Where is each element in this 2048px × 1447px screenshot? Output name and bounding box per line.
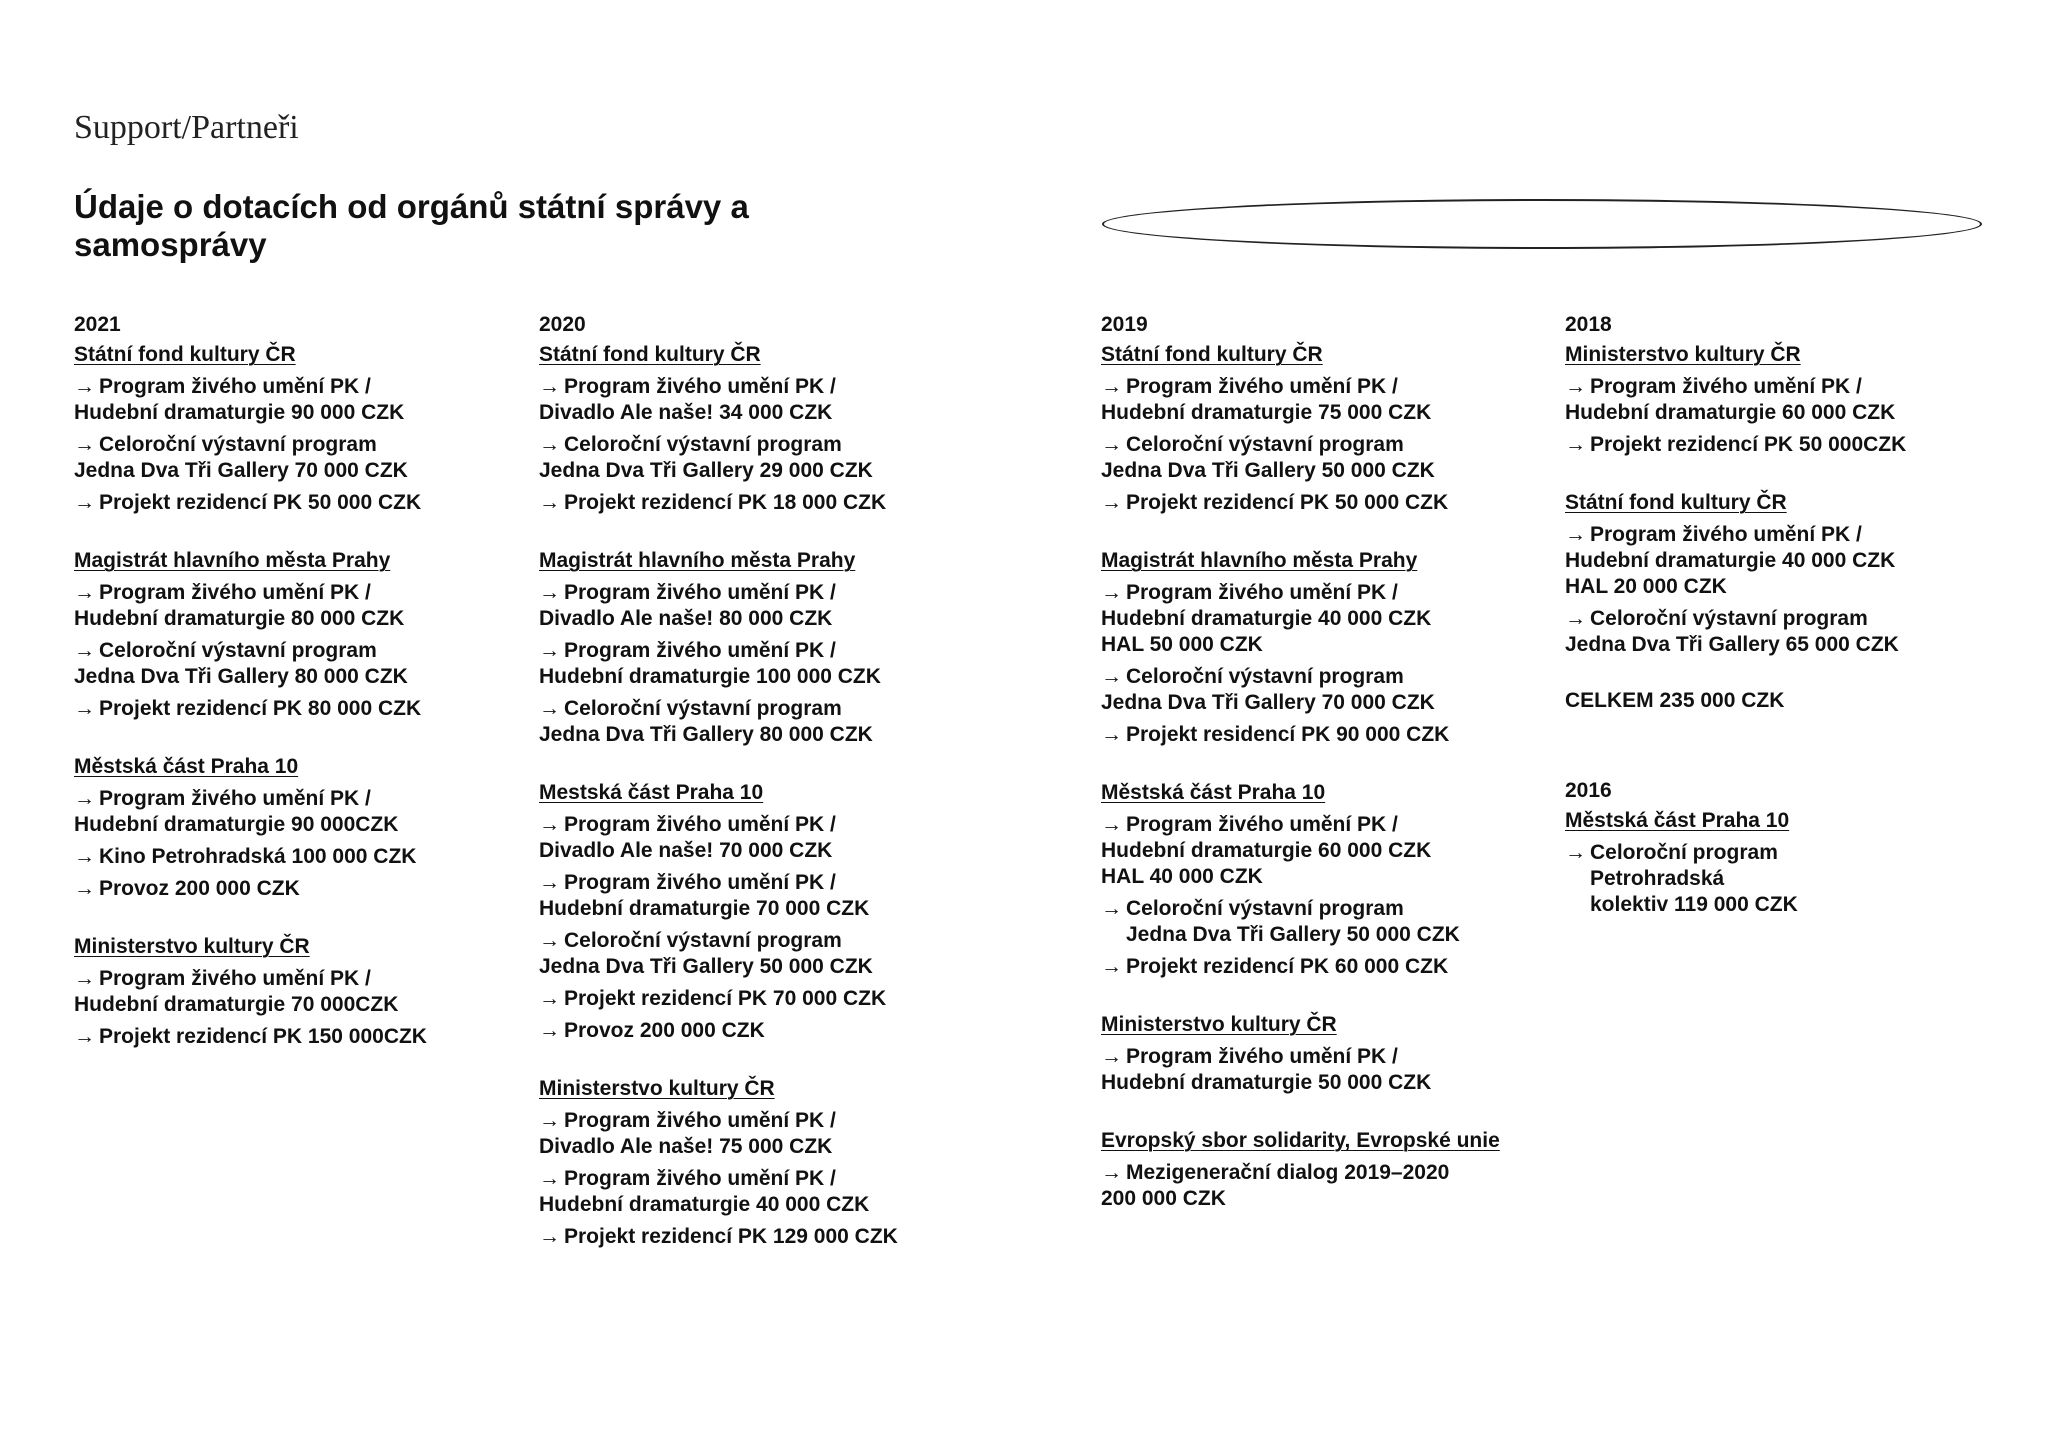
grant-line: Program živého umění PK /: [99, 967, 371, 990]
grant-item: [539, 638, 979, 690]
grant-line: Program živého umění PK /: [1126, 581, 1398, 604]
arrow-right-icon: →: [539, 929, 560, 952]
grant-item: [1101, 1044, 1541, 1096]
page-title: Údaje o dotacích od orgánů státní správy a samosprávy: [74, 188, 749, 263]
arrow-right-icon: →: [1101, 955, 1122, 978]
grant-line: HAL 20 000 CZK: [1565, 575, 1727, 598]
grant-line: Celoroční program: [1590, 841, 1778, 864]
arrow-right-icon: →: [1565, 523, 1586, 546]
grant-line: Program živého umění PK /: [99, 581, 371, 604]
year-heading: 2020: [539, 313, 586, 336]
arrow-right-icon: →: [539, 491, 560, 514]
funder-name: Městská část Praha 10: [74, 755, 299, 778]
grant-line: HAL 50 000 CZK: [1101, 633, 1263, 656]
grant-line: Projekt rezidencí PK 18 000 CZK: [564, 491, 887, 514]
grant-item: [1101, 812, 1541, 890]
grant-line: Divadlo Ale naše! 70 000 CZK: [539, 839, 833, 862]
grant-item: [1101, 664, 1541, 716]
grant-line: Jedna Dva Tři Gallery 80 000 CZK: [539, 723, 873, 746]
grant-line: Projekt rezidencí PK 70 000 CZK: [564, 987, 887, 1010]
grant-line: Hudební dramaturgie 60 000 CZK: [1565, 401, 1896, 424]
arrow-right-icon: →: [1565, 375, 1586, 398]
grant-line: Projekt rezidencí PK 50 000CZK: [1590, 433, 1907, 456]
funder-name: Mestská část Praha 10: [539, 781, 764, 804]
grant-line: Hudební dramaturgie 70 000 CZK: [539, 897, 870, 920]
grant-line: Hudební dramaturgie 60 000 CZK: [1101, 839, 1432, 862]
arrow-right-icon: →: [74, 845, 95, 868]
funder-group: [539, 546, 979, 748]
decorative-oval: [1102, 199, 1982, 249]
funder-group: [74, 932, 514, 1050]
grant-line: 200 000 CZK: [1101, 1187, 1226, 1210]
funder-group: [74, 340, 514, 516]
arrow-right-icon: →: [1101, 723, 1122, 746]
grant-line: Program živého umění PK /: [1590, 375, 1862, 398]
grant-item: [1101, 490, 1541, 516]
arrow-right-icon: →: [74, 639, 95, 662]
grant-line: Jedna Dva Tři Gallery 29 000 CZK: [539, 459, 873, 482]
grant-item: [539, 580, 979, 632]
grant-line: Hudební dramaturgie 70 000CZK: [74, 993, 399, 1016]
grant-line: Kino Petrohradská 100 000 CZK: [99, 845, 417, 868]
grant-line: Program živého umění PK /: [1126, 1045, 1398, 1068]
grant-item: [74, 374, 514, 426]
grant-line: Projekt rezidencí PK 50 000 CZK: [1126, 491, 1449, 514]
funder-name: Magistrát hlavního města Prahy: [74, 549, 391, 572]
funder-group: [74, 752, 514, 902]
grant-line: Program živého umění PK /: [99, 375, 371, 398]
grant-line: Program živého umění PK /: [564, 375, 836, 398]
grant-item: [74, 966, 514, 1018]
arrow-right-icon: →: [1101, 491, 1122, 514]
arrow-right-icon: →: [539, 1225, 560, 1248]
grant-line: Jedna Dva Tři Gallery 65 000 CZK: [1565, 633, 1899, 656]
arrow-right-icon: →: [1565, 433, 1586, 456]
grant-line: Mezigenerační dialog 2019–2020: [1126, 1161, 1450, 1184]
funder-name: Magistrát hlavního města Prahy: [539, 549, 856, 572]
grant-line: Program živého umění PK /: [564, 581, 836, 604]
grant-line: Program živého umění PK /: [1126, 375, 1398, 398]
arrow-right-icon: →: [1101, 813, 1122, 836]
arrow-right-icon: →: [1101, 375, 1122, 398]
funder-name: Státní fond kultury ČR: [539, 343, 761, 366]
grant-line: Program živého umění PK /: [1126, 813, 1398, 836]
arrow-right-icon: →: [1101, 1045, 1122, 1068]
funder-name: Státní fond kultury ČR: [1101, 343, 1323, 366]
arrow-right-icon: →: [539, 1019, 560, 1042]
arrow-right-icon: →: [539, 987, 560, 1010]
arrow-right-icon: →: [539, 375, 560, 398]
column-2018-2016: [1565, 310, 2005, 948]
grant-line: Program živého umění PK /: [564, 1109, 836, 1132]
grant-item: [539, 374, 979, 426]
grant-item: [74, 638, 514, 690]
grant-item: [74, 432, 514, 484]
arrow-right-icon: →: [1101, 433, 1122, 456]
grant-line: Jedna Dva Tři Gallery 70 000 CZK: [74, 459, 408, 482]
column-2020: [539, 310, 979, 1280]
arrow-right-icon: →: [1101, 665, 1122, 688]
grant-line: Celoroční výstavní program: [99, 433, 377, 456]
funder-name: Ministerstvo kultury ČR: [1101, 1013, 1337, 1036]
grant-line: Celoroční výstavní program: [564, 433, 842, 456]
funder-group: [1565, 340, 2005, 458]
grant-item: [74, 876, 514, 902]
funder-name: Ministerstvo kultury ČR: [539, 1077, 775, 1100]
funder-name: Státní fond kultury ČR: [1565, 491, 1787, 514]
grant-line: Celoroční výstavní program: [1590, 607, 1868, 630]
funder-name: Magistrát hlavního města Prahy: [1101, 549, 1418, 572]
grant-item: [74, 580, 514, 632]
arrow-right-icon: →: [539, 1167, 560, 1190]
grant-item: [1565, 374, 2005, 426]
grant-item: [1101, 1160, 1541, 1212]
grant-line: Projekt rezidencí PK 60 000 CZK: [1126, 955, 1449, 978]
arrow-right-icon: →: [74, 581, 95, 604]
year-heading: 2019: [1101, 313, 1148, 336]
grant-item: [539, 1108, 979, 1160]
funder-group: [74, 546, 514, 722]
arrow-right-icon: →: [1565, 841, 1586, 864]
column-2019: [1101, 310, 1541, 1242]
grant-line: Jedna Dva Tři Gallery 50 000 CZK: [539, 955, 873, 978]
arrow-right-icon: →: [74, 787, 95, 810]
grant-line: Hudební dramaturgie 75 000 CZK: [1101, 401, 1432, 424]
grant-line: Celoroční výstavní program: [564, 929, 842, 952]
funder-name: Státní fond kultury ČR: [74, 343, 296, 366]
grant-line: Projekt residencí PK 90 000 CZK: [1126, 723, 1450, 746]
grant-line: kolektiv 119 000 CZK: [1590, 893, 1798, 916]
grant-item: [1101, 722, 1541, 748]
grant-line: Divadlo Ale naše! 80 000 CZK: [539, 607, 833, 630]
grant-item: [539, 1224, 979, 1250]
grant-line: Hudební dramaturgie 90 000 CZK: [74, 401, 405, 424]
grant-line: Program živého umění PK /: [1590, 523, 1862, 546]
total-amount: CELKEM 235 000 CZK: [1565, 689, 1785, 712]
page-subtitle: Support/Partneři: [74, 109, 299, 146]
grant-line: Divadlo Ale naše! 75 000 CZK: [539, 1135, 833, 1158]
funder-name: Evropský sbor solidarity, Evropské unie: [1101, 1129, 1500, 1152]
grant-item: [1565, 432, 2005, 458]
funder-group: [539, 1074, 979, 1250]
grant-item: [1101, 374, 1541, 426]
grant-item: [539, 1166, 979, 1218]
grant-item: [1565, 840, 2005, 918]
funder-group: [1101, 1010, 1541, 1096]
funder-group: [539, 778, 979, 1044]
grant-line: Jedna Dva Tři Gallery 70 000 CZK: [1101, 691, 1435, 714]
funder-group: [1565, 488, 2005, 658]
arrow-right-icon: →: [74, 375, 95, 398]
grant-line: HAL 40 000 CZK: [1101, 865, 1263, 888]
grant-line: Celoroční výstavní program: [1126, 897, 1404, 920]
grant-line: Hudební dramaturgie 100 000 CZK: [539, 665, 881, 688]
grant-item: [1565, 522, 2005, 600]
arrow-right-icon: →: [74, 491, 95, 514]
column-2021: [74, 310, 514, 1080]
grant-item: [539, 928, 979, 980]
grant-item: [1101, 432, 1541, 484]
funder-name: Ministerstvo kultury ČR: [74, 935, 310, 958]
grant-item: [539, 696, 979, 748]
arrow-right-icon: →: [539, 1109, 560, 1132]
block-spacer: [1565, 714, 2005, 776]
grant-line: Program živého umění PK /: [564, 639, 836, 662]
grant-item: [1101, 954, 1541, 980]
arrow-right-icon: →: [1101, 897, 1122, 920]
grant-item: [539, 490, 979, 516]
grant-line: Petrohradská: [1590, 867, 1725, 890]
funder-name: Městská část Praha 10: [1565, 809, 1790, 832]
arrow-right-icon: →: [74, 967, 95, 990]
funder-group: [1101, 546, 1541, 748]
grant-item: [1101, 580, 1541, 658]
grant-item: [74, 696, 514, 722]
arrow-right-icon: →: [1101, 581, 1122, 604]
arrow-right-icon: →: [74, 697, 95, 720]
funder-group: [1101, 778, 1541, 980]
arrow-right-icon: →: [539, 639, 560, 662]
grant-item: [1101, 896, 1541, 948]
funder-name: Ministerstvo kultury ČR: [1565, 343, 1801, 366]
grant-item: [539, 812, 979, 864]
arrow-right-icon: →: [74, 433, 95, 456]
arrow-right-icon: →: [539, 871, 560, 894]
grant-item: [74, 1024, 514, 1050]
funder-group: [1101, 340, 1541, 516]
grant-item: [74, 490, 514, 516]
funder-group: [539, 340, 979, 516]
year-heading: 2021: [74, 313, 121, 336]
grant-item: [539, 986, 979, 1012]
arrow-right-icon: →: [1101, 1161, 1122, 1184]
year-heading: 2016: [1565, 779, 1612, 802]
arrow-right-icon: →: [539, 433, 560, 456]
arrow-right-icon: →: [74, 877, 95, 900]
grant-line: Program živého umění PK /: [99, 787, 371, 810]
year-heading: 2018: [1565, 313, 1612, 336]
grant-line: Jedna Dva Tři Gallery 80 000 CZK: [74, 665, 408, 688]
funder-group: [1101, 1126, 1541, 1212]
funder-group: [1565, 806, 2005, 918]
grant-item: [539, 870, 979, 922]
grant-item: [539, 1018, 979, 1044]
grant-line: Hudební dramaturgie 80 000 CZK: [74, 607, 405, 630]
grant-line: Program živého umění PK /: [564, 1167, 836, 1190]
grant-line: Jedna Dva Tři Gallery 50 000 CZK: [1126, 923, 1460, 946]
grant-line: Celoroční výstavní program: [1126, 433, 1404, 456]
arrow-right-icon: →: [539, 813, 560, 836]
grant-line: Projekt rezidencí PK 129 000 CZK: [564, 1225, 898, 1248]
grant-item: [1565, 606, 2005, 658]
grant-line: Projekt rezidencí PK 80 000 CZK: [99, 697, 422, 720]
grant-line: Provoz 200 000 CZK: [564, 1019, 765, 1042]
grant-item: [74, 786, 514, 838]
arrow-right-icon: →: [539, 581, 560, 604]
grant-item: [539, 432, 979, 484]
grant-line: Divadlo Ale naše! 34 000 CZK: [539, 401, 833, 424]
grant-item: [74, 844, 514, 870]
funder-name: Městská část Praha 10: [1101, 781, 1326, 804]
grant-line: Jedna Dva Tři Gallery 50 000 CZK: [1101, 459, 1435, 482]
grant-line: Hudební dramaturgie 50 000 CZK: [1101, 1071, 1432, 1094]
grant-line: Projekt rezidencí PK 50 000 CZK: [99, 491, 422, 514]
grant-line: Hudební dramaturgie 90 000CZK: [74, 813, 399, 836]
grant-line: Celoroční výstavní program: [99, 639, 377, 662]
grant-line: Hudební dramaturgie 40 000 CZK: [1101, 607, 1432, 630]
grant-line: Celoroční výstavní program: [564, 697, 842, 720]
arrow-right-icon: →: [1565, 607, 1586, 630]
grant-line: Hudební dramaturgie 40 000 CZK: [539, 1193, 870, 1216]
grant-line: Projekt rezidencí PK 150 000CZK: [99, 1025, 427, 1048]
arrow-right-icon: →: [539, 697, 560, 720]
grant-line: Program živého umění PK /: [564, 813, 836, 836]
grant-line: Provoz 200 000 CZK: [99, 877, 300, 900]
grant-line: Hudební dramaturgie 40 000 CZK: [1565, 549, 1896, 572]
grant-line: Program živého umění PK /: [564, 871, 836, 894]
arrow-right-icon: →: [74, 1025, 95, 1048]
grant-line: Celoroční výstavní program: [1126, 665, 1404, 688]
